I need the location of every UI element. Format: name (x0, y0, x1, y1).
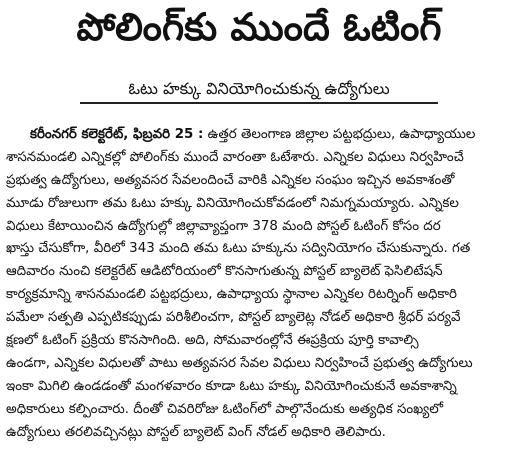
article-body (6, 124, 514, 444)
headline: పోలింగ్‌కు ముందే ఓటింగ్ (76, 5, 442, 49)
article-line: శాసనమండలి ఎన్నికల్లో పోలింగ్‌కు ముందే వారంతా ఓటేశారు. ఎన్నికల విధులు నిర్వహించే (6, 149, 464, 165)
article-line: ఆదివారం నుంచి కలెక్టరేట్ ఆడిటోరియంలో కొనసాగుతున్న పోస్టల్ బ్యాలెట్ ఫెసిలిటేషన్ (6, 264, 443, 280)
article-line: ఉద్యోగులు తరలివచ్చినట్లు పోస్టల్ బ్యాలెట్ వింగ్ నోడల్ అధికారి తెలిపారు. (6, 424, 386, 440)
article-line: ఖాస్తు చేసుకోగా, వీరిలో 343 మంది తమ ఓటు హక్కును సద్వినియోగం చేసుకున్నారు. గత (6, 241, 471, 257)
article-line: క్షణలో ఓటింగ్ ప్రక్రియ కొనసాగింది. అది, సోమవారంల్లోనే ఈప్రక్రియ పూర్తి కావాల్సి (6, 333, 419, 349)
article-line: అధికారులు కల్పించారు. దీంతో చివరిరోజు ఓటింగ్‌లో పాల్గొనేందుకు అత్యధిక సంఖ్యలో (6, 401, 444, 417)
article-line: ప్రభుత్వ ఉద్యోగులు, అత్యవసర సేవలందించే వారికి ఎన్నికల సంఘం ఇచ్చిన అవకాశంతో (6, 172, 455, 188)
article-line (6, 124, 514, 147)
article-line-text: ఉత్తర తెలంగాణ జిల్లాల పట్టభద్రులు, ఉపాధ్యాయుల (207, 127, 476, 142)
article-line: విధులు కేటాయించిన ఉద్యోగుల్లో జిల్లావ్యాప్తంగా 378 మంది పోస్టల్ ఓటింగ్ కోసం దర (6, 218, 441, 234)
article-line: కార్యక్రమాన్ని శాసనమండలి పట్టభద్రులు, ఉపాధ్యాయ స్థానాల ఎన్నికల రిటర్నింగ్ అధికారి (6, 287, 457, 303)
article-line: పమేలా సత్పతి ఎప్పటికప్పుడు పరిశీలించగా, పోస్టల్ బ్యాలెట్ల నోడల్ అధికారి శ్రీధర్ పర్యవే (6, 310, 461, 326)
article-line: ఇంకా మిగిలి ఉండడంతో మంగళవారం కూడా ఓటు హక్కు వినియోగించుకునే అవకాశాన్ని (6, 378, 457, 394)
dateline: కరీంనగర్ కలెక్టరేట్, ఫిబ్రవరి 25 : (30, 127, 204, 142)
subheadline-underline (80, 102, 438, 104)
subheadline: ఓటు హక్కు వినియోగించుకున్న ఉద్యోగులు (128, 79, 390, 98)
article-line: ఉండగా, ఎన్నికల విధులతో పాటు అత్యవసర సేవల విధులు నిర్వహించే ప్రభుత్వ ఉద్యోగులు (6, 355, 473, 371)
article-line: మూడు రోజులుగా తమ ఓటు హక్కు వినియోగించుకోవడంలో నిమగ్నమయ్యారు. ఎన్నికల (6, 195, 459, 211)
